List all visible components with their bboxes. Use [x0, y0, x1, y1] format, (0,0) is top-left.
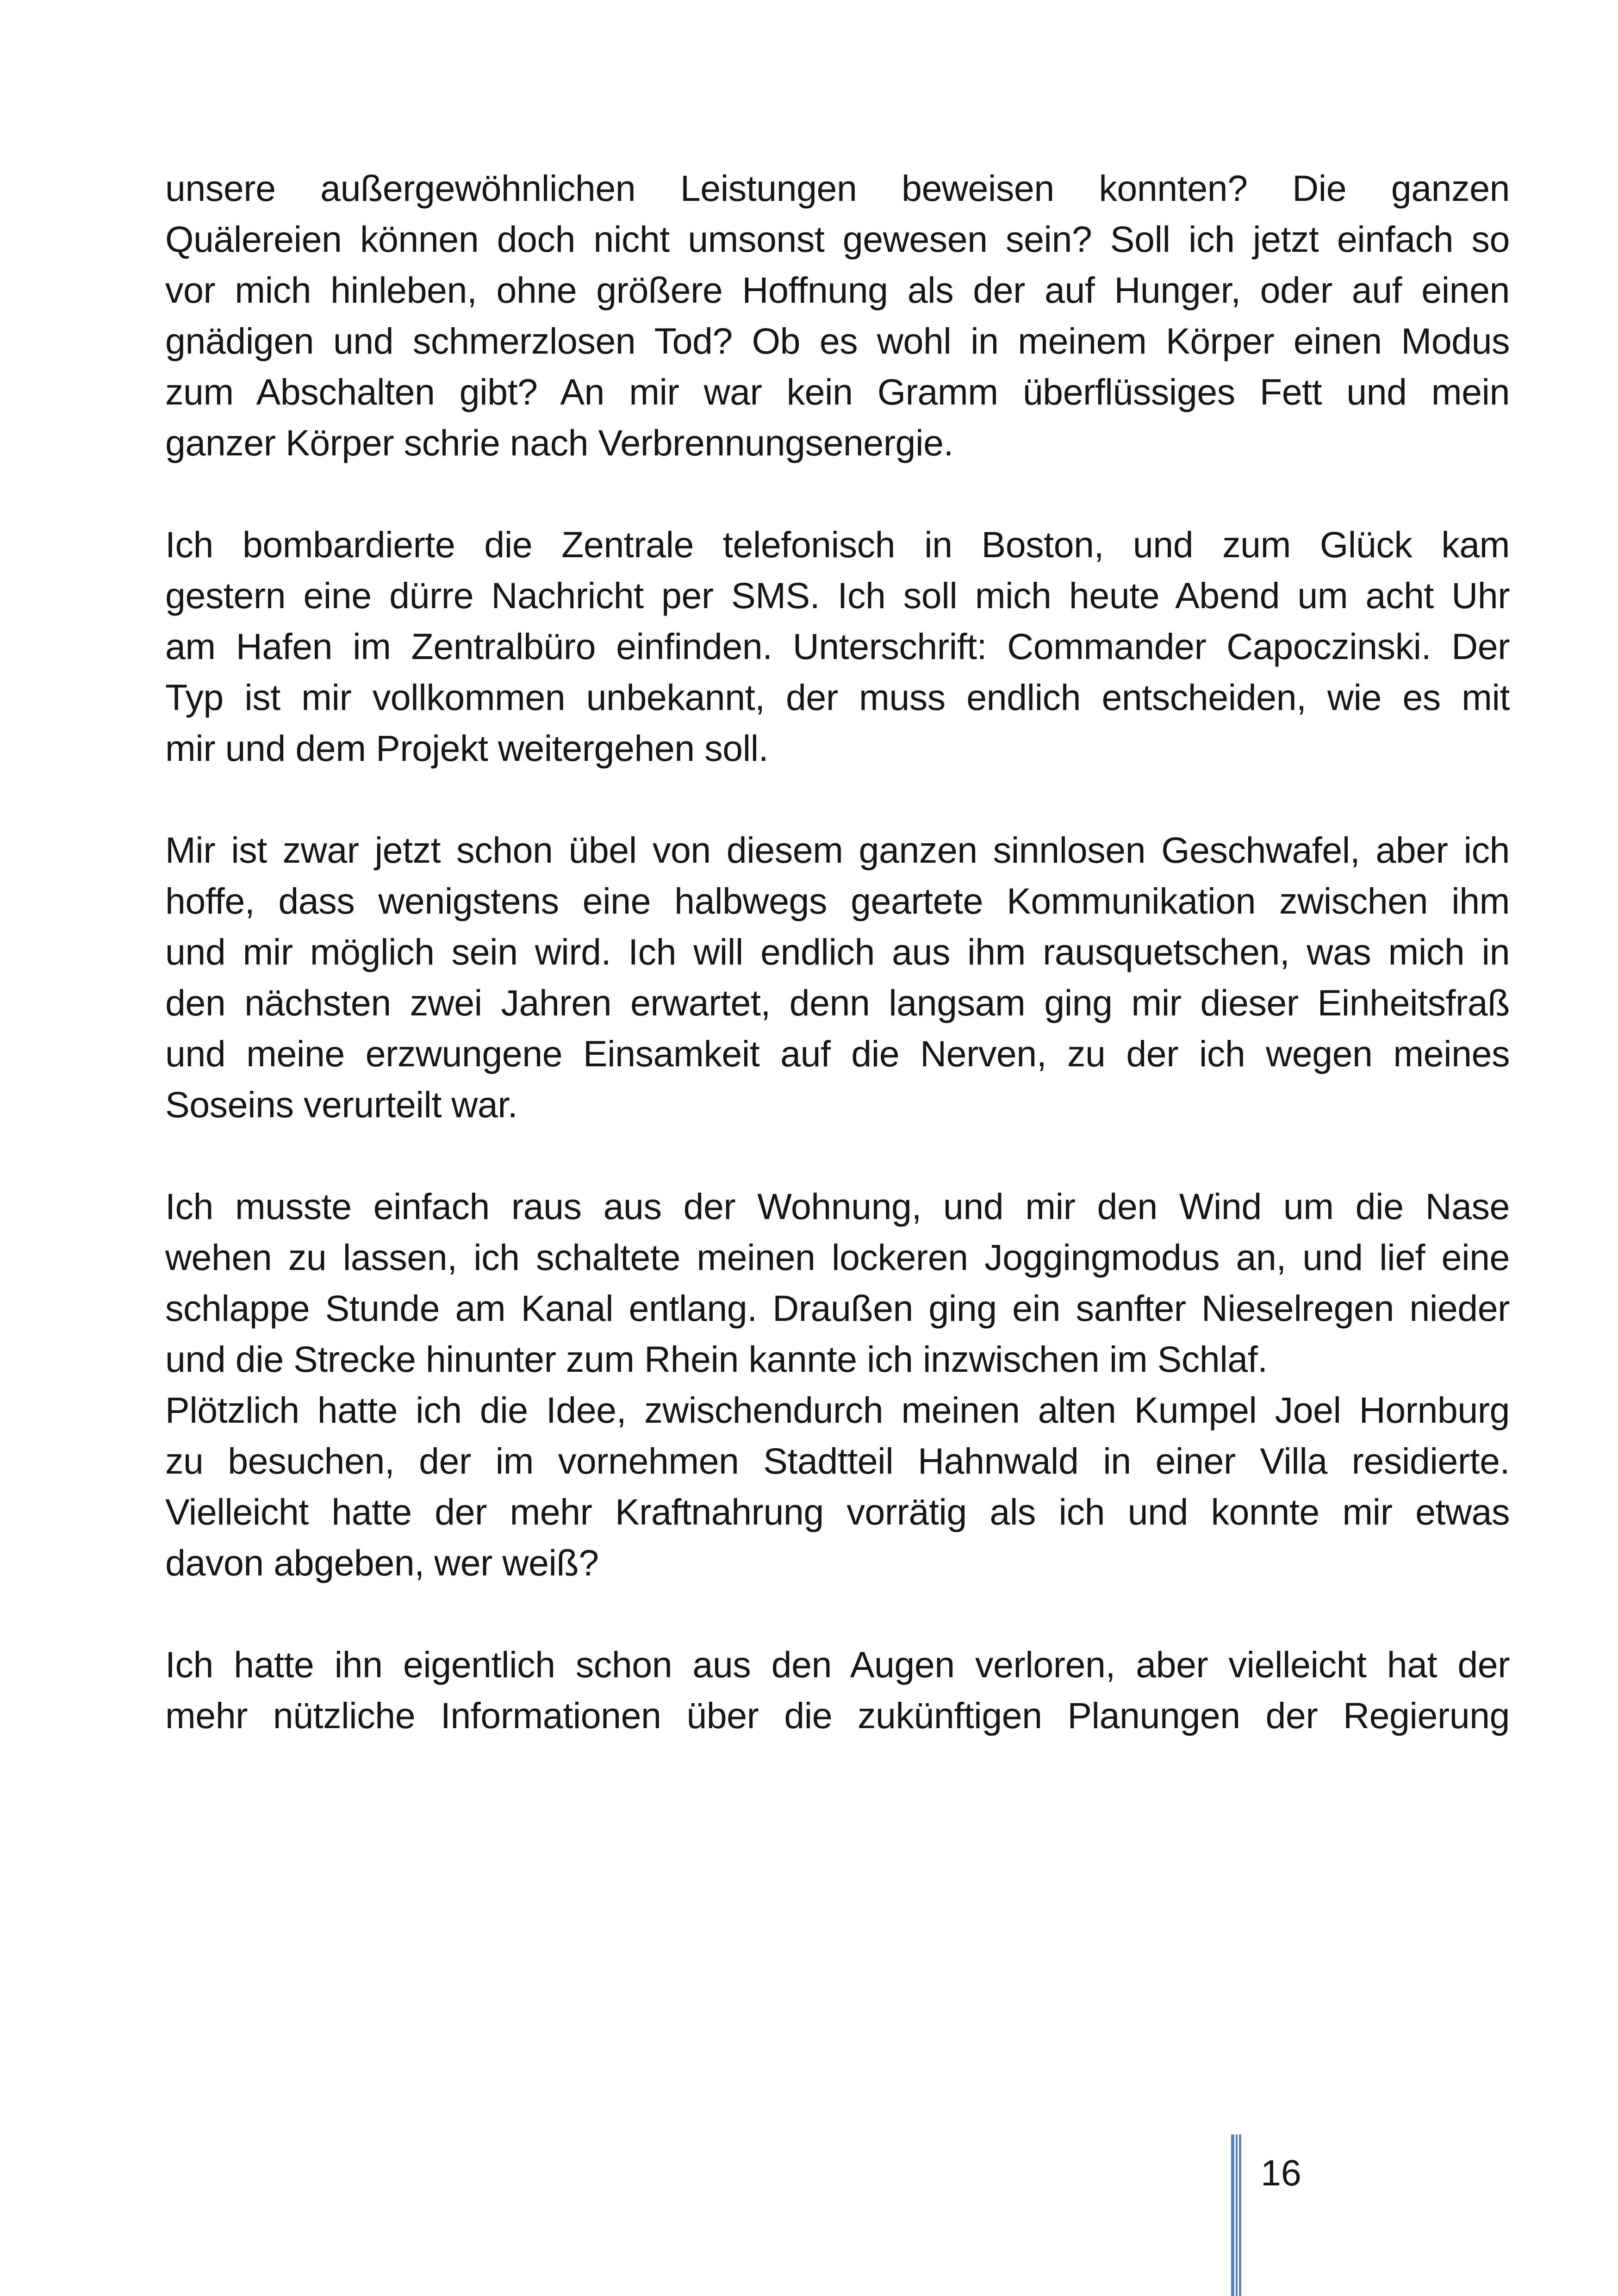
text-line: ganzer Körper schrie nach Verbrennungsenergie. [165, 422, 953, 463]
text-line: unsere außergewöhnlichen Leistungen beweisen konnten? Die ganzen [165, 168, 1510, 209]
text-line: mehr nützliche Informationen über die zukünftigen Planungen der Regierung [165, 1695, 1510, 1736]
page-number: 16 [1261, 2152, 1301, 2193]
page-number-rule [1231, 2134, 1241, 2296]
text-line: Ich musste einfach raus aus der Wohnung, und mir den Wind um die Nase [165, 1186, 1510, 1227]
page-footer [1231, 2134, 1388, 2296]
paragraph-1 [165, 163, 1510, 468]
paragraph-4 [165, 1181, 1510, 1588]
text-line: und mir möglich sein wird. Ich will endlich aus ihm rausquetschen, was mich in [165, 931, 1510, 972]
text-line: Plötzlich hatte ich die Idee, zwischendurch meinen alten Kumpel Joel Hornburg [165, 1389, 1510, 1431]
text-line: schlappe Stunde am Kanal entlang. Draußen ging ein sanfter Nieselregen nieder [165, 1288, 1510, 1329]
text-line: Quälereien können doch nicht umsonst gewesen sein? Soll ich jetzt einfach so [165, 218, 1510, 260]
text-line: zu besuchen, der im vornehmen Stadtteil Hahnwald in einer Villa residierte. [165, 1440, 1510, 1481]
text-line: den nächsten zwei Jahren erwartet, denn langsam ging mir dieser Einheitsfraß [165, 982, 1510, 1023]
text-line: davon abgeben, wer weiß? [165, 1542, 599, 1583]
body-text [165, 163, 1510, 1792]
text-line: gnädigen und schmerzlosen Tod? Ob es wohl in meinem Körper einen Modus [165, 320, 1510, 361]
text-line: gestern eine dürre Nachricht per SMS. Ich soll mich heute Abend um acht Uhr [165, 575, 1510, 616]
paragraph-2 [165, 519, 1510, 774]
text-line: Mir ist zwar jetzt schon übel von diesem ganzen sinnlosen Geschwafel, aber ich [165, 829, 1510, 871]
text-line: Soseins verurteilt war. [165, 1084, 518, 1125]
text-line: zum Abschalten gibt? An mir war kein Gramm überflüssiges Fett und mein [165, 371, 1510, 412]
text-line: und meine erzwungene Einsamkeit auf die Nerven, zu der ich wegen meines [165, 1033, 1510, 1074]
text-line: wehen zu lassen, ich schaltete meinen lockeren Joggingmodus an, und lief eine [165, 1237, 1510, 1278]
paragraph-5 [165, 1639, 1510, 1741]
text-line: mir und dem Projekt weitergehen soll. [165, 728, 769, 769]
text-line: am Hafen im Zentralbüro einfinden. Unterschrift: Commander Capoczinski. Der [165, 626, 1510, 667]
text-line: Typ ist mir vollkommen unbekannt, der muss endlich entscheiden, wie es mit [165, 677, 1510, 718]
text-line: vor mich hinleben, ohne größere Hoffnung als der auf Hunger, oder auf einen [165, 269, 1510, 311]
text-line: Vielleicht hatte der mehr Kraftnahrung vorrätig als ich und konnte mir etwas [165, 1491, 1510, 1532]
text-line: und die Strecke hinunter zum Rhein kannte ich inzwischen im Schlaf. [165, 1338, 1268, 1380]
paragraph-3 [165, 825, 1510, 1130]
text-line: hoffe, dass wenigstens eine halbwegs geartete Kommunikation zwischen ihm [165, 880, 1510, 921]
text-line: Ich bombardierte die Zentrale telefonisch in Boston, und zum Glück kam [165, 524, 1510, 565]
text-line: Ich hatte ihn eigentlich schon aus den Augen verloren, aber vielleicht hat der [165, 1644, 1510, 1685]
